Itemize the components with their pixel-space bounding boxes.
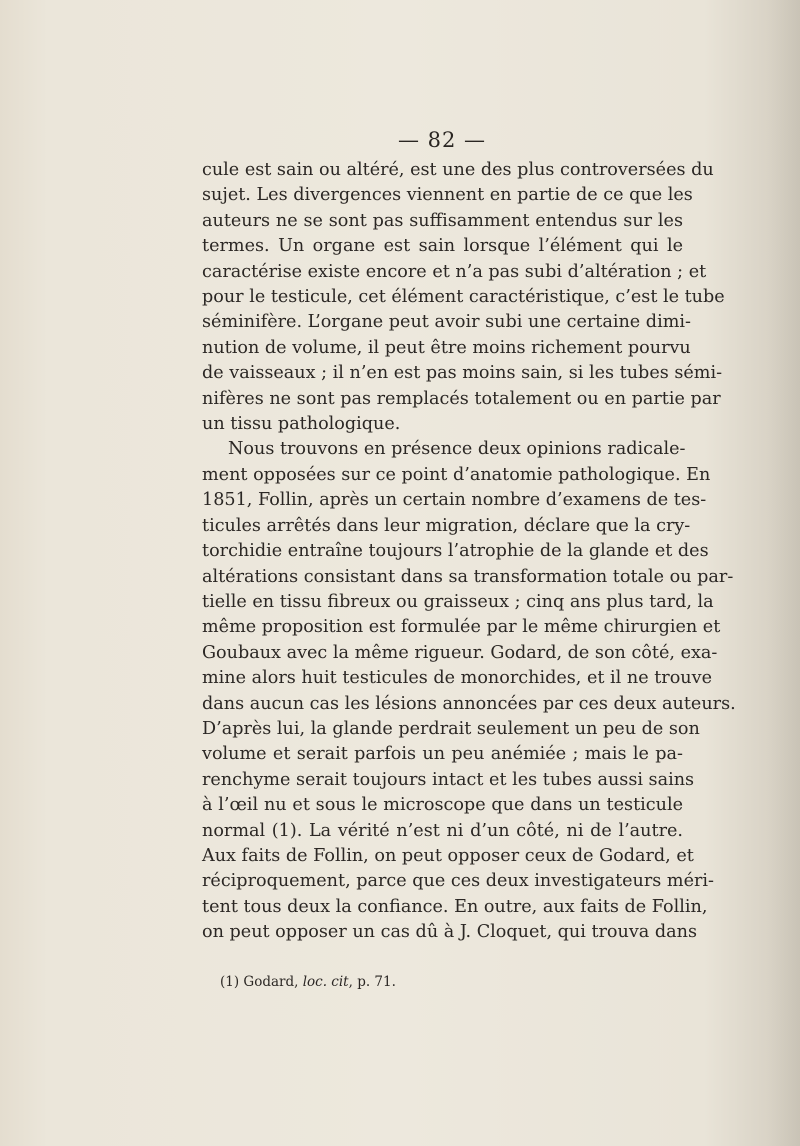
text-line: nution de volume, il peut être moins richement pourvu	[202, 337, 691, 358]
text-line: ticules arrêtés dans leur migration, déclare que la cry-	[202, 515, 691, 536]
text-line: on peut opposer un cas dû à J. Cloquet, qui trouva dans	[202, 922, 697, 943]
text-line: 1851, Follin, après un certain nombre d’examens de tes-	[202, 490, 707, 511]
text-line: sujet. Les divergences viennent en partie de ce que les	[202, 185, 693, 206]
text-line: caractérise existe encore et n’a pas subi d’altération ; et	[202, 261, 707, 282]
page-number: — 82 —	[397, 128, 487, 152]
text-line: torchidie entraîne toujours l’atrophie de la glande et des	[202, 541, 709, 562]
text-line: Nous trouvons en présence deux opinions radicale-	[228, 439, 686, 460]
text-line: volume et serait parfois un peu anémiée ; mais le pa-	[202, 744, 683, 765]
text-line: réciproquement, parce que ces deux investigateurs méri-	[202, 871, 714, 892]
text-line: ment opposées sur ce point d’anatomie pathologique. En	[202, 464, 711, 485]
text-line: séminifère. L’organe peut avoir subi une certaine dimi-	[202, 312, 691, 333]
text-line: tielle en tissu fibreux ou graisseux ; cinq ans plus tard, la	[202, 591, 714, 612]
text-line: à l’œil nu et sous le microscope que dans un testicule	[202, 795, 683, 816]
text-line: normal (1). La vérité n’est ni d’un côté, ni de l’autre.	[202, 820, 683, 841]
text-line: pour le testicule, cet élément caractéristique, c’est le tube	[202, 287, 725, 308]
body-text	[202, 158, 736, 946]
footnote	[220, 974, 396, 990]
text-line: auteurs ne se sont pas suffisamment entendus sur les	[202, 210, 683, 231]
footnote-italic: loc. cit	[302, 974, 349, 990]
text-line: un tissu pathologique.	[202, 414, 401, 435]
footnote-marker: (1) Godard,	[220, 974, 303, 990]
footnote-rest: , p. 71.	[348, 974, 396, 990]
text-line: renchyme serait toujours intact et les tubes aussi sains	[202, 769, 695, 790]
text-line: tent tous deux la confiance. En outre, aux faits de Follin,	[202, 896, 708, 917]
text-line: cule est sain ou altéré, est une des plus controversées du	[202, 160, 714, 180]
text-line: mine alors huit testicules de monorchides, et il ne trouve	[202, 668, 712, 689]
text-line: D’après lui, la glande perdrait seulement un peu de son	[202, 718, 700, 739]
text-line: Goubaux avec la même rigueur. Godard, de son côté, exa-	[202, 642, 718, 663]
text-line: de vaisseaux ; il n’en est pas moins sain, si les tubes sémi-	[202, 363, 723, 384]
text-line: altérations consistant dans sa transformation totale ou par-	[202, 566, 734, 587]
text-line: dans aucun cas les lésions annoncées par ces deux auteurs.	[202, 693, 736, 714]
text-line: même proposition est formulée par le même chirurgien et	[202, 617, 721, 638]
text-line: nifères ne sont pas remplacés totalement ou en partie par	[202, 388, 721, 409]
text-line: Aux faits de Follin, on peut opposer ceux de Godard, et	[202, 845, 694, 866]
text-line: termes. Un organe est sain lorsque l’élément qui le	[202, 236, 683, 257]
